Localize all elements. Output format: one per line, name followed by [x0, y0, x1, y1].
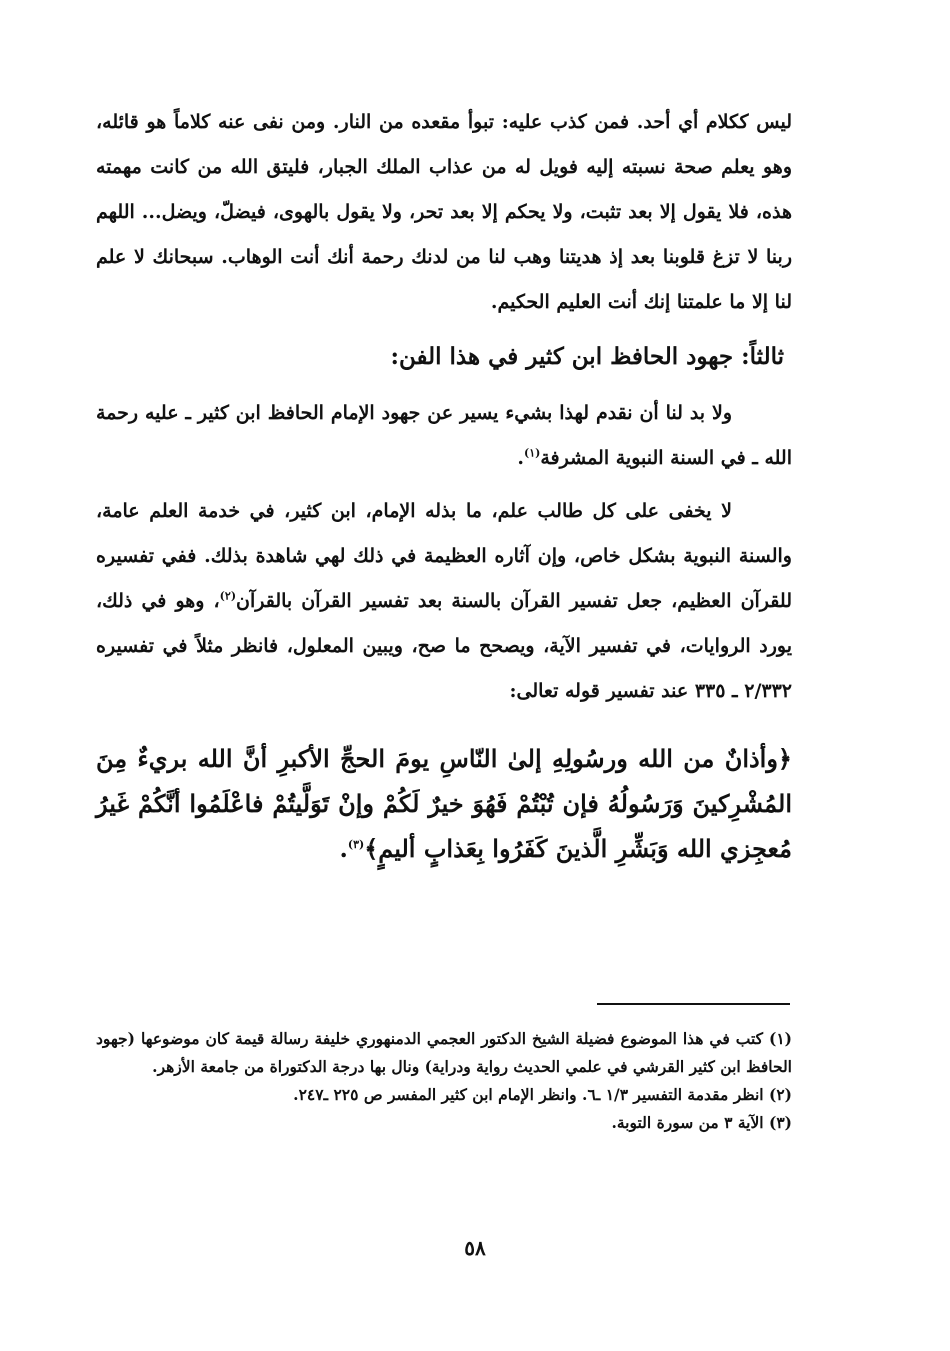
main-text — [96, 100, 792, 895]
paragraph-intro-text: ولا بد لنا أن نقدم لهذا بشيء يسير عن جهود الإمام الحافظ ابن كثير ـ عليه رحمة الله ـ في السنة النبوية المشرفة — [96, 402, 792, 469]
footnote-ref-1[interactable]: (١) — [524, 446, 541, 460]
quran-verse-end: . — [339, 834, 348, 863]
paragraph-ibn-kathir-text-a: لا يخفى على كل طالب علم، ما بذله الإمام، ابن كثير، في خدمة العلم عامة، والسنة النبوية بشكل خاص، وإن آثاره العظيمة في ذلك لهي شاهدة بذلك. ففي تفسيره للقرآن العظيم، جعل تفسير القرآن بالسنة بعد تفسير القرآن بالقرآن — [96, 500, 792, 612]
footnote-2: (٢) انظر مقدمة التفسير ١/٣ ـ٦. وانظر الإمام ابن كثير المفسر ص ٢٢٥ ـ٢٤٧. — [293, 1085, 792, 1104]
page-number: ٥٨ — [464, 1236, 486, 1260]
section-heading: ثالثاً: جهود الحافظ ابن كثير في هذا الفن: — [390, 343, 784, 370]
footnote-3: (٣) الآية ٣ من سورة التوبة. — [611, 1113, 792, 1132]
paragraph-intro-end: . — [517, 447, 525, 469]
footnote-ref-2[interactable]: (٢) — [219, 589, 237, 603]
quran-verse-text: ﴿وأذانٌ من الله ورسُولِهِ إلىٰ النّاسِ يومَ الحجِّ الأكبرِ أنَّ الله بريءٌ مِنَ المُشْرِكينَ وَرَسُولُهُ فإن تُبْتُمْ فَهُوَ خيرٌ لَكُمْ وإنْ تَوَلَّيتُمْ فاعْلَمُوا أنَّكُمْ غَيرُ مُعجِزي الله وَبَشِّرِ الَّذينَ كَفَرُوا بِعَذابٍ أليمٍ﴾ — [96, 744, 792, 863]
footnote-1: (١) كتب في هذا الموضوع فضيلة الشيخ الدكتور العجمي الدمنهوري خليفة رسالة قيمة كان موضوعها (جهود الحافظ ابن كثير القرشي في علمي الحديث رواية ودراية) ونال بها درجة الدكتوراة من جامعة الأزهر. — [96, 1029, 792, 1076]
paragraph-continuation: ليس ككلام أي أحد. فمن كذب عليه: تبوأ مقعده من النار. ومن نفى عنه كلاماً هو قائله، وهو يعلم صحة نسبته إليه فويل له من عذاب الملك الجبار، فليتق الله من كانت مهمته هذه، فلا يقول إلا بعد تثبت، ولا يحكم إلا بعد تحر، ولا يقول بالهوى، فيضلّ، ويضل... اللهم ربنا لا تزغ قلوبنا بعد إذ هديتنا وهب لنا من لدنك رحمة أنك أنت الوهاب. سبحانك لا علم لنا إلا ما علمتنا إنك أنت العليم الحكيم. — [96, 111, 792, 313]
paragraph-ibn-kathir — [96, 489, 792, 714]
footnote-divider — [597, 1003, 790, 1005]
footnotes — [96, 1025, 792, 1137]
quran-verse — [96, 736, 792, 871]
paragraph-intro — [96, 391, 792, 481]
paragraph-ibn-kathir-text-b: ، وهو في ذلك، يورد الروايات، في تفسير الآية، ويصحح ما صح، ويبين المعلول، فانظر مثلاً في تفسيره ٢/٣٣٢ ـ ٣٣٥ عند تفسير قوله تعالى: — [96, 590, 792, 702]
footnote-ref-3[interactable]: (٣) — [347, 838, 365, 851]
